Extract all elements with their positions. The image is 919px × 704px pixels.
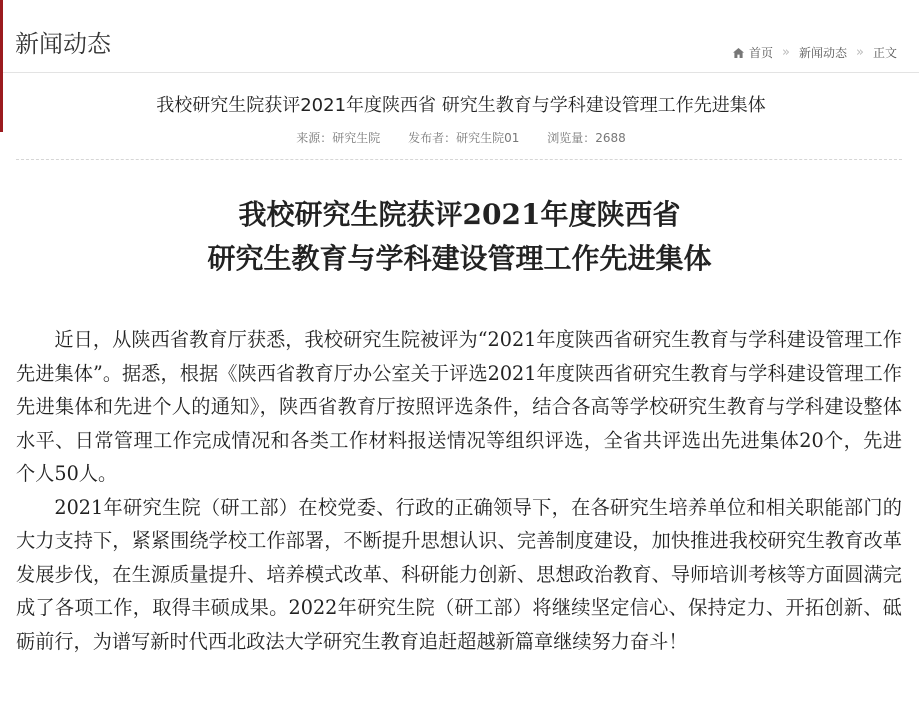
article-headline xyxy=(0,193,919,281)
meta-divider xyxy=(16,159,902,160)
meta-source: 来源：研究生院 xyxy=(296,131,381,145)
headline-line-2: 研究生教育与学科建设管理工作先进集体 xyxy=(207,242,712,275)
section-title: 新闻动态 xyxy=(15,30,111,58)
breadcrumb-current: 正文 xyxy=(872,46,897,60)
breadcrumb-home-link[interactable]: 首页 xyxy=(749,46,774,60)
headline-line-1: 我校研究生院获评2021年度陕西省 xyxy=(238,198,681,231)
breadcrumb-news-link[interactable]: 新闻动态 xyxy=(799,46,848,60)
breadcrumb xyxy=(733,44,897,61)
article-body xyxy=(16,323,902,658)
breadcrumb-separator: » xyxy=(782,45,790,60)
body-paragraph: 近日，从陕西省教育厅获悉，我校研究生院被评为“2021年度陕西省研究生教育与学科建设管理工作先进集体”。据悉，根据《陕西省教育厅办公室关于评选2021年度陕西省研究生教育与学科建设管理工作先进集体和先进个人的通知》，陕西省教育厅按照评选条件，结合各高等学校研究生教育与学科建设整体水平、日常管理工作完成情况和各类工作材料报送情况等组织评选，全省共评选出先进集体20个，先进个人50人。 xyxy=(16,328,902,485)
home-icon[interactable] xyxy=(733,48,744,58)
body-paragraph: 2021年研究生院（研工部）在校党委、行政的正确领导下，在各研究生培养单位和相关职能部门的大力支持下，紧紧围绕学校工作部署，不断提升思想认识、完善制度建设，加快推进我校研究生教育改革发展步伐，在生源质量提升、培养模式改革、科研能力创新、思想政治教育、导师培训考核等方面圆满完成了各项工作，取得丰硕成果。2022年研究生院（研工部）将继续坚定信心、保持定力、开拓创新、砥砺前行，为谱写新时代西北政法大学研究生教育追赶超越新篇章继续努力奋斗！ xyxy=(16,495,902,653)
section-header xyxy=(3,0,919,73)
article-meta xyxy=(3,129,919,146)
breadcrumb-separator: » xyxy=(856,45,864,60)
article-title: 我校研究生院获评2021年度陕西省 研究生教育与学科建设管理工作先进集体 xyxy=(156,95,766,116)
meta-publisher: 发布者：研究生院01 xyxy=(408,131,520,145)
meta-views: 浏览量：2688 xyxy=(547,131,626,145)
